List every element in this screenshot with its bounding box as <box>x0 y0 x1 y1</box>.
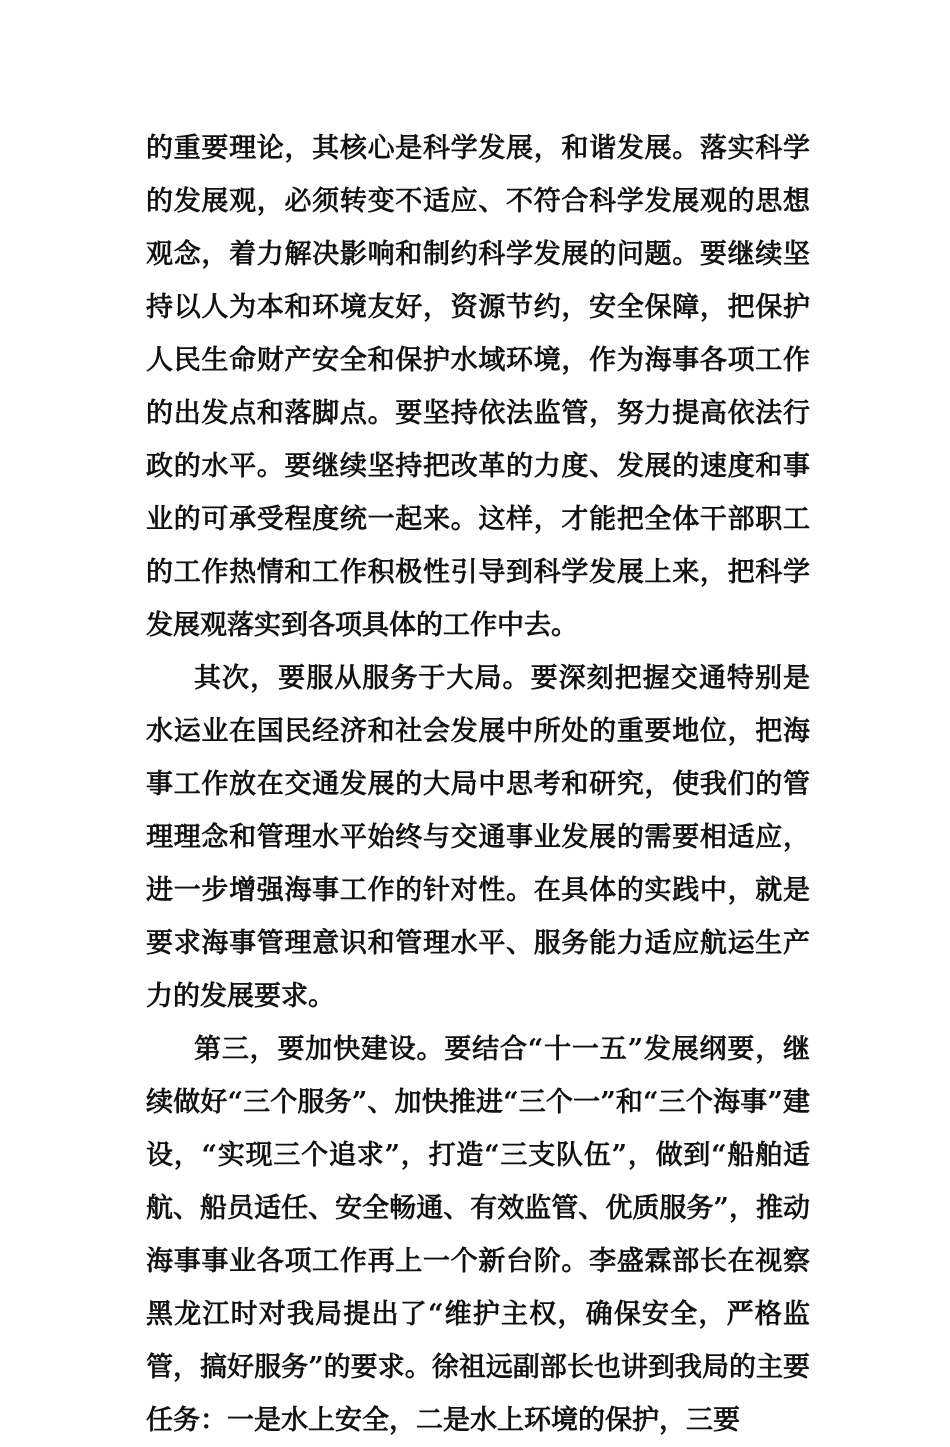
paragraph-1-text: 的重要理论，其核心是科学发展，和谐发展。落实科学的发展观，必须转变不适应、不符合科学发展观的思想观念，着力解决影响和制约科学发展的问题。要继续坚持以人为本和环境友好，资源节约，安全保障，把保护人民生命财产安全和保护水域环境，作为海事各项工作的出发点和落脚点。要坚持依法监管，努力提高依法行政的水平。要继续坚持把改革的力度、发展的速度和事业的可承受程度统一起来。这样，才能把全体干部职工的工作热情和工作积极性引导到科学发展上来，把科学发展观落实到各项具体的工作中去。 <box>146 133 810 641</box>
paragraph-1 <box>146 122 810 652</box>
paragraph-3-lead: 第三，要加快建设。 <box>194 1034 445 1065</box>
document-body <box>146 122 810 1447</box>
paragraph-2-lead: 其次，要服从服务于大局。 <box>194 663 531 694</box>
paragraph-3-text: 要结合“十一五”发展纲要，继续做好“三个服务”、加快推进“三个一”和“三个海事”建设，“实现三个追求”，打造“三支队伍”，做到“船舶适航、船员适任、安全畅通、有效监管、优质服务”，推动海事事业各项工作再上一个新台阶。李盛霖部长在视察黑龙江时对我局提出了“维护主权，确保安全，严格监管，搞好服务”的要求。徐祖远副部长也讲到我局的主要任务：一是水上安全，二是水上环境的保护，三要 <box>146 1034 811 1436</box>
paragraph-3 <box>146 1023 810 1447</box>
paragraph-2-text: 要深刻把握交通特别是水运业在国民经济和社会发展中所处的重要地位，把海事工作放在交通发展的大局中思考和研究，使我们的管理理念和管理水平始终与交通事业发展的需要相适应，进一步增强海事工作的针对性。在具体的实践中，就是要求海事管理意识和管理水平、服务能力适应航运生产力的发展要求。 <box>146 663 811 1012</box>
paragraph-2 <box>146 652 810 1023</box>
